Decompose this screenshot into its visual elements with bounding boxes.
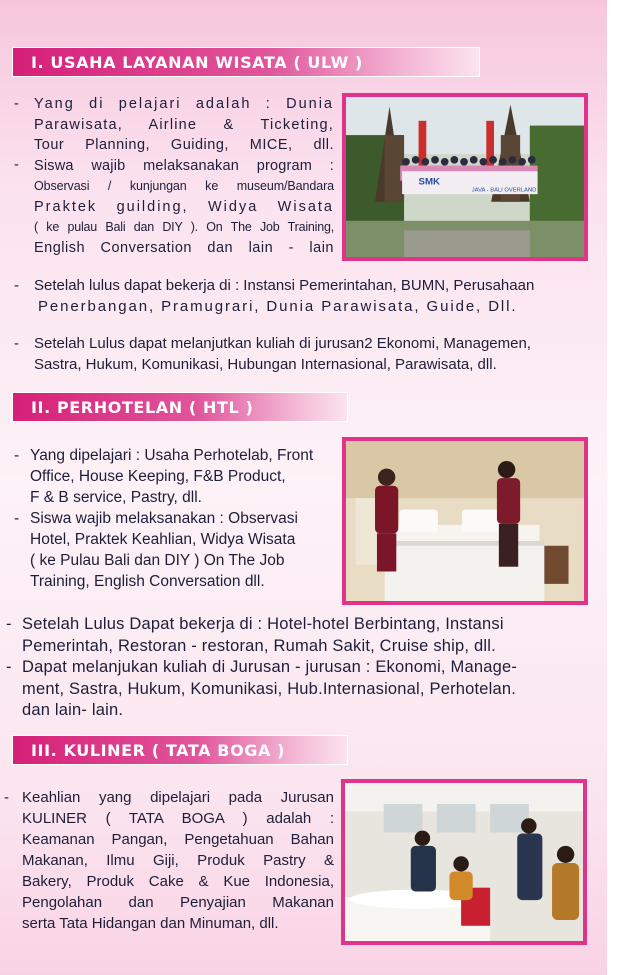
section-banner-ulw [12,47,480,77]
kuliner-photo [341,779,587,945]
ulw-intro-line: Observasi / kunjungan ke museum/Bandara [34,179,334,193]
kuliner-intro-line: KULINER ( TATA BOGA ) adalah : [22,810,334,827]
htl-after-line: Dapat melanjukan kuliah di Jurusan - jurusan : Ekonomi, Manage- [22,658,518,676]
htl-after-line: dan lain- lain. [22,701,124,719]
section-banner-htl [12,392,348,422]
htl-intro-line: Yang dipelajari : Usaha Perhotelab, Front [30,447,314,464]
section-title: III. KULINER ( TATA BOGA ) [31,741,286,760]
bullet-dash: - [6,615,12,633]
ulw-intro-line: Parawisata, Airline & Ticketing, [34,116,334,133]
section-title: I. USAHA LAYANAN WISATA ( ULW ) [31,53,363,72]
section-title: II. PERHOTELAN ( HTL ) [31,398,254,417]
bullet-dash: - [14,447,20,464]
kuliner-intro [4,787,334,934]
section-banner-kuliner [12,735,348,765]
htl-intro-line: Hotel, Praktek Keahlian, Widya Wisata [30,531,296,548]
htl-after-line: Setelah Lulus Dapat bekerja di : Hotel-hotel Berbintang, Instansi [22,615,504,633]
kuliner-intro-line: Bakery, Produk Cake & Kue Indonesia, [22,873,334,890]
ulw-photo [342,93,588,261]
ulw-study [14,334,596,375]
kuliner-intro-line: Keahlian yang dipelajari pada Jurusan [22,789,334,806]
htl-intro-line: Siswa wajib melaksanakan : Observasi [30,510,298,527]
htl-intro-line: Training, English Conversation dll. [30,573,265,590]
bullet-dash: - [14,96,20,112]
ulw-career [14,276,596,317]
htl-intro-line: F & B service, Pastry, dll. [30,489,202,506]
ulw-intro-line: English Conversation dan lain - lain [34,239,334,256]
photo-banner-sub: JAVA - BALI OVERLAND [471,187,537,194]
ulw-intro-line: Yang di pelajari adalah : Dunia [34,96,334,112]
kuliner-intro-line: Keamanan Pangan, Pengetahuan Bahan [22,831,334,848]
htl-photo [342,437,588,605]
ulw-study-line: Sastra, Hukum, Komunikasi, Hubungan Internasional, Parawisata, dll. [34,355,497,373]
htl-after-line: ment, Sastra, Hukum, Komunikasi, Hub.Internasional, Perhotelan. [22,679,517,698]
bullet-dash: - [14,157,20,173]
ulw-intro [14,94,334,258]
kuliner-intro-line: serta Tata Hidangan dan Minuman, dll. [22,915,279,932]
htl-intro [14,445,340,592]
ulw-intro-line: Praktek guilding, Widya Wisata [34,198,334,215]
ulw-study-line: Setelah Lulus dapat melanjutkan kuliah di jurusan2 Ekonomi, Managemen, [34,335,531,352]
htl-intro-line: ( ke Pulau Bali dan DIY ) On The Job [30,552,285,569]
ulw-intro-line: Tour Planning, Guiding, MICE, dll. [34,137,334,153]
ulw-career-line: Setelah lulus dapat bekerja di : Instansi Pemerintahan, BUMN, Perusahaan [34,277,535,294]
htl-after [6,614,602,722]
bullet-dash: - [4,789,9,806]
bullet-dash: - [14,510,20,527]
ulw-intro-line: Siswa wajib melaksanakan program : [34,157,334,174]
kuliner-intro-line: Makanan, Ilmu Giji, Produk Pastry & [22,852,334,869]
bullet-dash: - [6,658,12,676]
kuliner-intro-line: Pengolahan dan Penyajian Makanan [22,894,334,911]
photo-banner-text: SMK [418,176,441,188]
ulw-intro-line: ( ke pulau Bali dan DIY ). On The Job Training, [34,220,334,234]
htl-after-line: Pemerintah, Restoran - restoran, Rumah Sakit, Cruise ship, dll. [22,636,496,655]
htl-intro-line: Office, House Keeping, F&B Product, [30,468,286,485]
ulw-career-line: Penerbangan, Pramugrari, Dunia Parawisata, Guide, Dll. [38,297,518,315]
bullet-dash: - [14,335,19,352]
bullet-dash: - [14,277,19,294]
page-edge [607,0,621,975]
